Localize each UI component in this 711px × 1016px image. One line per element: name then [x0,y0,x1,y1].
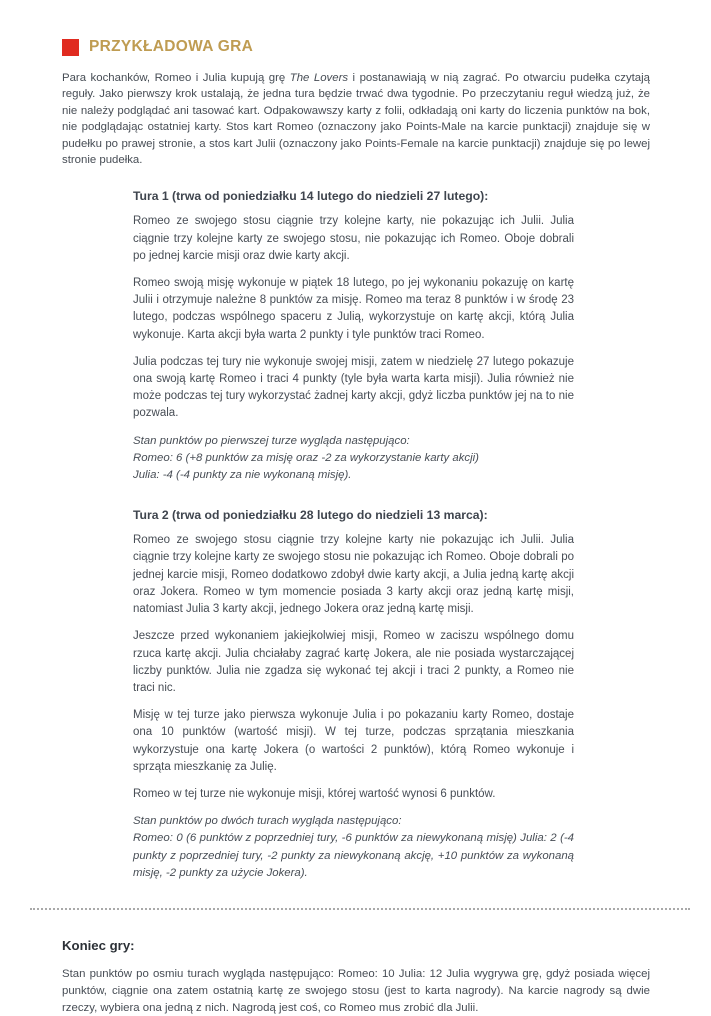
turn-2-heading: Tura 2 (trwa od poniedziałku 28 lutego do niedzieli 13 marca): [133,508,488,523]
section-header [62,38,650,56]
turn-2-paragraph-1: Romeo ze swojego stosu ciągnie trzy kolejne karty nie pokazując ich Julii. Julia ciągnie trzy kolejne karty ze swojego stosu nie pokazując ich Romeo. Oboje dobrali po jednej karcie misji, Romeo dodatkowo zdobył dwie karty akcji, a Julia jedną kartę akcji oraz Jokera. Romeo w tym momencie posiada 3 karty akcji oraz jedną kartę misji, natomiast Julia 3 karty akcji, jednego Jokera oraz jedną kartę misji. [133,534,574,616]
turn-2-score-note-line-1: Stan punktów po dwóch turach wygląda następująco: [133,815,402,828]
turn-1-score-note-line-2: Romeo: 6 (+8 punktów za misję oraz -2 za wykorzystanie karty akcji) [133,451,479,464]
turn-2-score-note-line-2: Romeo: 0 (6 punktów z poprzedniej tury, -6 punktów za niewykonaną misję) Julia: 2 (-4 punkty z poprzedniej tury, -2 punkty za niewykonaną akcję, +10 punktów za wykonaną misję, -2 punkty za użycie Jokera). [133,832,574,879]
red-square-marker-icon [62,39,79,56]
turn-1-heading: Tura 1 (trwa od poniedziałku 14 lutego do niedzieli 27 lutego): [133,189,489,204]
intro-paragraph [62,70,650,168]
intro-text-part2: i postanawiają w nią zagrać. Po otwarciu pudełka czytają reguły. Jako pierwszy krok ustalają, że jedna tura będzie trwać dwa tygodnie. Po przeczytaniu reguł wiedzą już, że nie należy podglądać ani tasować kart. Odpakowawszy karty z folii, odkładają oni karty do liczenia punktów na bok, nie podglądając ostatniej karty. Stos kart Romeo (oznaczony jako Points-Male na karcie punktacji) znajduje się w pudełku po prawej stronie, a stos kart Julii (oznaczony jako Points-Female na karcie punktacji) znajduje się po lewej stronie pudełka. [62,72,650,167]
turn-2-paragraph-3: Misję w tej turze jako pierwsza wykonuje Julia i po pokazaniu karty Romeo, dostaje ona 10 punktów (wartość misji). W tej turze, podczas sprzątania mieszkania wykorzystuje ona kartę Jokera (o wartości 2 punktów), którą Romeo wykonuje i sprząta mieszkanię za Julię. [133,709,574,773]
game-title-italic: The Lovers [289,72,349,84]
turn-1-score-note-line-1: Stan punktów po pierwszej turze wygląda następująco: [133,434,410,447]
intro-text-part1: Para kochanków, Romeo i Julia kupują grę [62,72,290,84]
turn-1-paragraph-1: Romeo ze swojego stosu ciągnie trzy kolejne karty, nie pokazując ich Julii. Julia ciągnie trzy kolejne karty ze swojego stosu, nie pokazując ich Romeo. Oboje dobrali po jednej karcie misji oraz dwie karty akcji. [133,215,574,262]
endgame-paragraph: Stan punktów po osmiu turach wygląda następująco: Romeo: 10 Julia: 12 Julia wygrywa grę, gdyż posiada więcej punktów, ciągnie ona zatem ostatnią kartę ze swojego stosu (jest to karta nagrody). Na karcie nagrody są dwie rzeczy, wybiera ona jedną z nich. Nagrodą jest coś, co Romeo mus zrobić dla Julii. [62,967,650,1014]
turn-1-paragraph-2: Romeo swoją misję wykonuje w piątek 18 lutego, po jej wykonaniu pokazuję on kartę Julii i otrzymuje należne 8 punktów za misję. Romeo ma teraz 8 punktów i w środę 23 lutego, podczas wspólnego spaceru z Julią, wykorzystuje on kartę akcji, którą Julia wykonuje. Karta akcji była warta 2 punkty i tyle punktów traci Romeo. [133,277,574,341]
turn-1-score-note [133,433,574,485]
turn-2-score-note [133,813,574,882]
turn-1-score-note-line-3: Julia: -4 (-4 punkty za nie wykonaną misję). [133,469,352,482]
turn-2-section [133,508,574,882]
turn-2-paragraph-4: Romeo w tej turze nie wykonuje misji, której wartość wynosi 6 punktów. [133,787,496,800]
turn-1-paragraph-3: Julia podczas tej tury nie wykonuje swojej misji, zatem w niedzielę 27 lutego pokazuje ona swoją kartę Romeo i traci 4 punkty (tyle była warta karta misji). Julia również nie może podczas tej tury wykorzystać żadnej karty akcji, gdyż liczba punktów jej na to nie pozwala. [133,355,574,420]
turn-2-paragraph-2: Jeszcze przed wykonaniem jakiejkolwiej misji, Romeo w zaciszu wspólnego domu rzuca kartę akcji. Julia chciałaby zagrać kartę Jokera, ale nie posiada wystarczającej liczby punktów. Julia nie zgadza się wykonać tej akcji i traci 2 punkty, a Romeo nie traci nic. [133,630,574,694]
dotted-separator [30,908,690,910]
page-title: PRZYKŁADOWA GRA [89,38,254,55]
endgame-heading: Koniec gry: [62,937,135,953]
turns-container [133,189,574,882]
turn-1-section [133,189,574,484]
